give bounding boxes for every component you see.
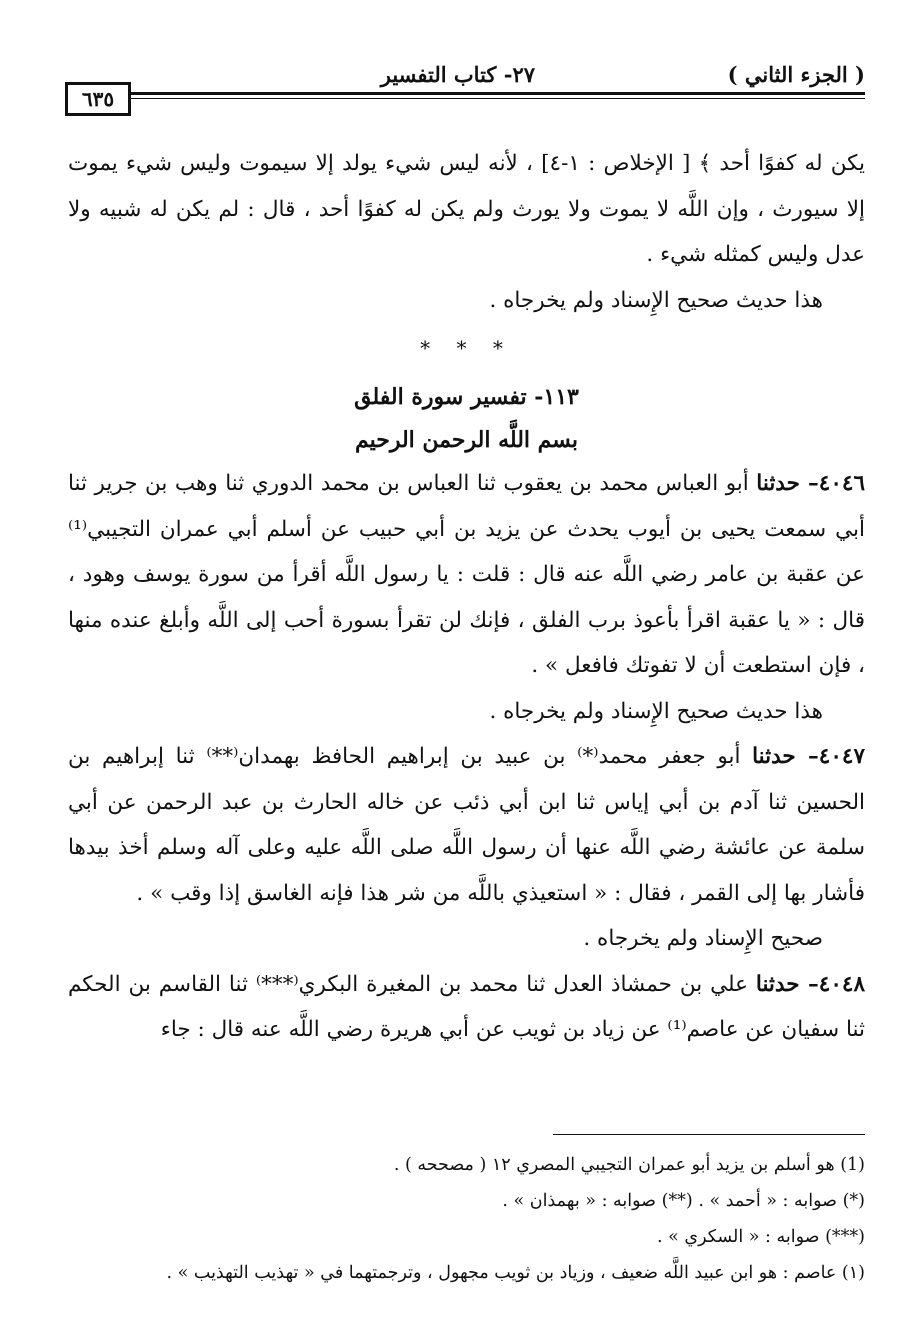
intro-paragraph: يكن له كفوًا أحد ﴾ [ الإخلاص : ١-٤] ، لأنه ليس شيء يولد إلا سيموت وليس شيء يموت إلا سيورث ، وإن اللَّه لا يموت ولا يورث ولم يكن له كفوًا أحد ، قال : لم يكن له شبيه ولا عدل وليس كمثله شيء . — [68, 151, 865, 267]
footnote: (***) صوابه : « السكري » . — [657, 1227, 865, 1247]
verdict-line: هذا حديث صحيح الإِسناد ولم يخرجاه . — [489, 287, 823, 313]
hadith-text: أبو جعفر محمد⁽*⁾ بن عبيد بن إبراهيم الحافظ بهمدان⁽**⁾ ثنا إبراهيم بن الحسين ثنا آدم بن أبي إياس ثنا ابن أبي ذئب عن خاله الحارث بن عبد الرحمن عن أبي سلمة عن عائشة رضي اللَّه عنها أن رسول اللَّه صلى اللَّه عليه وعلى آله وسلم أخذ بيدها فأشار بها إلى القمر ، فقال : « استعيذي باللَّه من شر هذا فإنه الغاسق إذا وقب » . — [68, 744, 865, 906]
footnote: (**) صوابه : « بهمذان » . — [502, 1191, 693, 1211]
chapter-title: ٢٧- كتاب التفسير — [380, 62, 535, 87]
hadith-text: علي بن حمشاذ العدل ثنا محمد بن المغيرة البكري⁽***⁾ ثنا القاسم بن الحكم ثنا سفيان عن عاصم⁽¹⁾ عن زياد بن ثويب عن أبي هريرة رضي اللَّه عنه قال : جاء — [68, 971, 865, 1042]
footnotes — [60, 1147, 865, 1291]
hadith-number: ٤٠٤٨ — [818, 971, 865, 997]
page-number: ٦٣٥ — [65, 82, 131, 116]
hadith-paragraph — [68, 962, 865, 1053]
header-rule-thin — [131, 98, 865, 99]
hadith-lead: – حدثنا — [755, 971, 819, 997]
verdict-line: هذا حديث صحيح الإِسناد ولم يخرجاه . — [489, 698, 823, 724]
hadith-paragraph — [68, 734, 865, 916]
footnote-row — [60, 1183, 865, 1219]
basmala: بسم اللَّه الرحمن الرحيم — [354, 427, 579, 453]
hadith-number: ٤٠٤٦ — [818, 471, 865, 496]
page-header — [65, 62, 865, 111]
footnote: (1) هو أسلم بن يزيد أبو عمران التجيبي المصري ١٢ ( مصححه ) . — [393, 1155, 865, 1175]
section-separator: * * * — [420, 336, 513, 360]
hadith-number: ٤٠٤٧ — [818, 744, 865, 769]
footnote: (١) عاصم : هو ابن عبيد اللَّه ضعيف ، وزياد بن ثويب مجهول ، وترجمتهما في « تهذيب التهذيب » . — [166, 1263, 865, 1283]
hadith-paragraph — [68, 461, 865, 689]
footnote: (*) صوابه : « أحمد » . — [698, 1191, 865, 1211]
part-label: ( الجزء الثاني ) — [727, 62, 865, 87]
hadith-text: أبو العباس محمد بن يعقوب ثنا العباس بن محمد الدوري ثنا وهب بن جرير ثنا أبي سمعت يحيى بن أيوب يحدث عن يزيد بن أبي حبيب عن أسلم أبي عمران التجيبي⁽¹⁾ عن عقبة بن عامر رضي اللَّه عنه قال : قلت : يا رسول اللَّه أقرأ من سورة يوسف وهود ، قال : « يا عقبة اقرأ بأعوذ برب الفلق ، فإنك لن تقرأ بسورة أحب إلى اللَّه وأبلغ عنده منها ، فإن استطعت أن لا تفوتك فافعل » . — [68, 471, 865, 678]
verdict-line: صحيح الإِسناد ولم يخرجاه . — [583, 926, 823, 951]
header-rule — [131, 92, 865, 95]
page-body — [68, 141, 865, 1053]
hadith-lead: – حدثنا — [756, 471, 819, 496]
footnote-divider — [553, 1134, 865, 1135]
hadith-lead: – حدثنا — [752, 744, 819, 769]
surah-heading: ١١٣- تفسير سورة الفلق — [354, 384, 579, 410]
